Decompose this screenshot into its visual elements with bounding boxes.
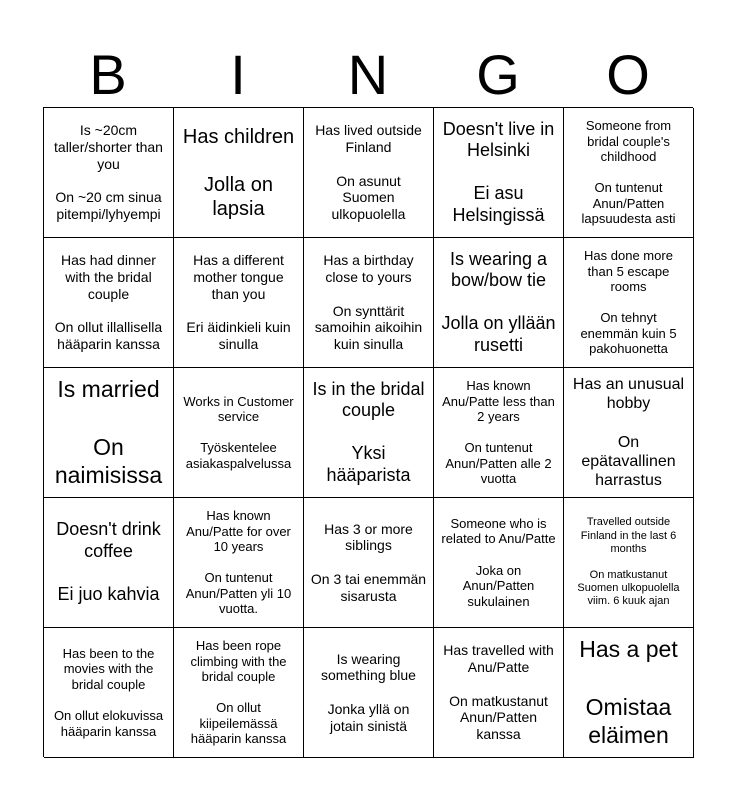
header-letter-b: B (89, 43, 127, 106)
cell-text: Is wearing something blue Jonka yllä on jotain sinistä (321, 650, 416, 734)
cell-text: Doesn't drink coffee Ei juo kahvia (56, 519, 161, 605)
bingo-cell[interactable] (174, 108, 304, 238)
cell-text: Has done more than 5 escape rooms On tehnyt enemmän kuin 5 pakohuonetta (580, 247, 677, 357)
cell-text: Someone who is related to Anu/Patte Joka on Anun/Patten sukulainen (441, 515, 556, 609)
cell-text: Is wearing a bow/bow tie Jolla on yllään rusetti (441, 248, 556, 355)
bingo-cell[interactable] (174, 238, 304, 368)
bingo-cell[interactable] (174, 498, 304, 628)
bingo-cell[interactable] (174, 628, 304, 758)
cell-text: Has lived outside Finland On asunut Suomen ulkopuolella (315, 122, 422, 223)
bingo-cell[interactable] (174, 368, 304, 498)
cell-text: Is married On naimisissa (54, 376, 163, 489)
bingo-cell[interactable] (44, 108, 174, 238)
cell-text: Has known Anu/Patte for over 10 years On tuntenut Anun/Patten yli 10 vuotta. (185, 507, 292, 617)
bingo-cell[interactable] (44, 628, 174, 758)
bingo-cell[interactable] (564, 498, 694, 628)
header-letter-g: G (476, 43, 520, 106)
header-letter-n: N (347, 43, 389, 106)
cell-text: Doesn't live in Helsinki Ei asu Helsingissä (442, 118, 555, 225)
cell-text: Has had dinner with the bridal couple On ollut illallisella hääparin kanssa (54, 252, 163, 353)
cell-text: Has a different mother tongue than you Eri äidinkieli kuin sinulla (186, 252, 291, 353)
bingo-cell[interactable] (564, 368, 694, 498)
bingo-cell[interactable] (434, 368, 564, 498)
bingo-cell[interactable] (564, 628, 694, 758)
bingo-cell[interactable] (44, 368, 174, 498)
bingo-cell[interactable] (304, 498, 434, 628)
header-letter-o: O (606, 43, 650, 106)
header-letter-i: I (230, 43, 246, 106)
bingo-board (43, 107, 693, 757)
cell-text: Has children Jolla on lapsia (182, 125, 295, 220)
bingo-cell[interactable] (434, 498, 564, 628)
cell-text: Has an unusual hobby On epätavallinen harrastus (572, 375, 685, 489)
cell-text: Travelled outside Finland in the last 6 months On matkustanut Suomen ulkopuolella viim. 6 kuuk ajan (577, 516, 680, 608)
bingo-cell[interactable] (434, 238, 564, 368)
bingo-cell[interactable] (564, 108, 694, 238)
cell-text: Is in the bridal couple Yksi hääparista (312, 378, 425, 485)
cell-text: Has a birthday close to yours On synttärit samoihin aikoihin kuin sinulla (314, 252, 423, 353)
bingo-cell[interactable] (434, 628, 564, 758)
cell-text: Has a pet Omistaa eläimen (579, 636, 678, 749)
cell-text: Is ~20cm taller/shorter than you On ~20 cm sinua pitempi/lyhyempi (54, 122, 163, 223)
bingo-cell[interactable] (44, 238, 174, 368)
cell-text: Has known Anu/Patte less than 2 years On tuntenut Anun/Patten alle 2 vuotta (442, 377, 555, 487)
bingo-cell[interactable] (304, 368, 434, 498)
bingo-cell[interactable] (304, 628, 434, 758)
bingo-cell[interactable] (304, 108, 434, 238)
bingo-header (43, 42, 693, 108)
bingo-cell[interactable] (564, 238, 694, 368)
bingo-cell[interactable] (434, 108, 564, 238)
bingo-cell[interactable] (304, 238, 434, 368)
cell-text: Works in Customer service Työskentelee asiakaspalvelussa (183, 393, 294, 471)
bingo-cell[interactable] (44, 498, 174, 628)
cell-text: Has 3 or more siblings On 3 tai enemmän sisarusta (310, 520, 427, 604)
cell-text: Someone from bridal couple's childhood On tuntenut Anun/Patten lapsuudesta asti (581, 117, 676, 227)
cell-text: Has been to the movies with the bridal couple On ollut elokuvissa hääparin kanssa (53, 645, 164, 739)
cell-text: Has travelled with Anu/Patte On matkustanut Anun/Patten kanssa (443, 642, 554, 743)
cell-text: Has been rope climbing with the bridal couple On ollut kiipeilemässä hääparin kanssa (190, 637, 287, 747)
